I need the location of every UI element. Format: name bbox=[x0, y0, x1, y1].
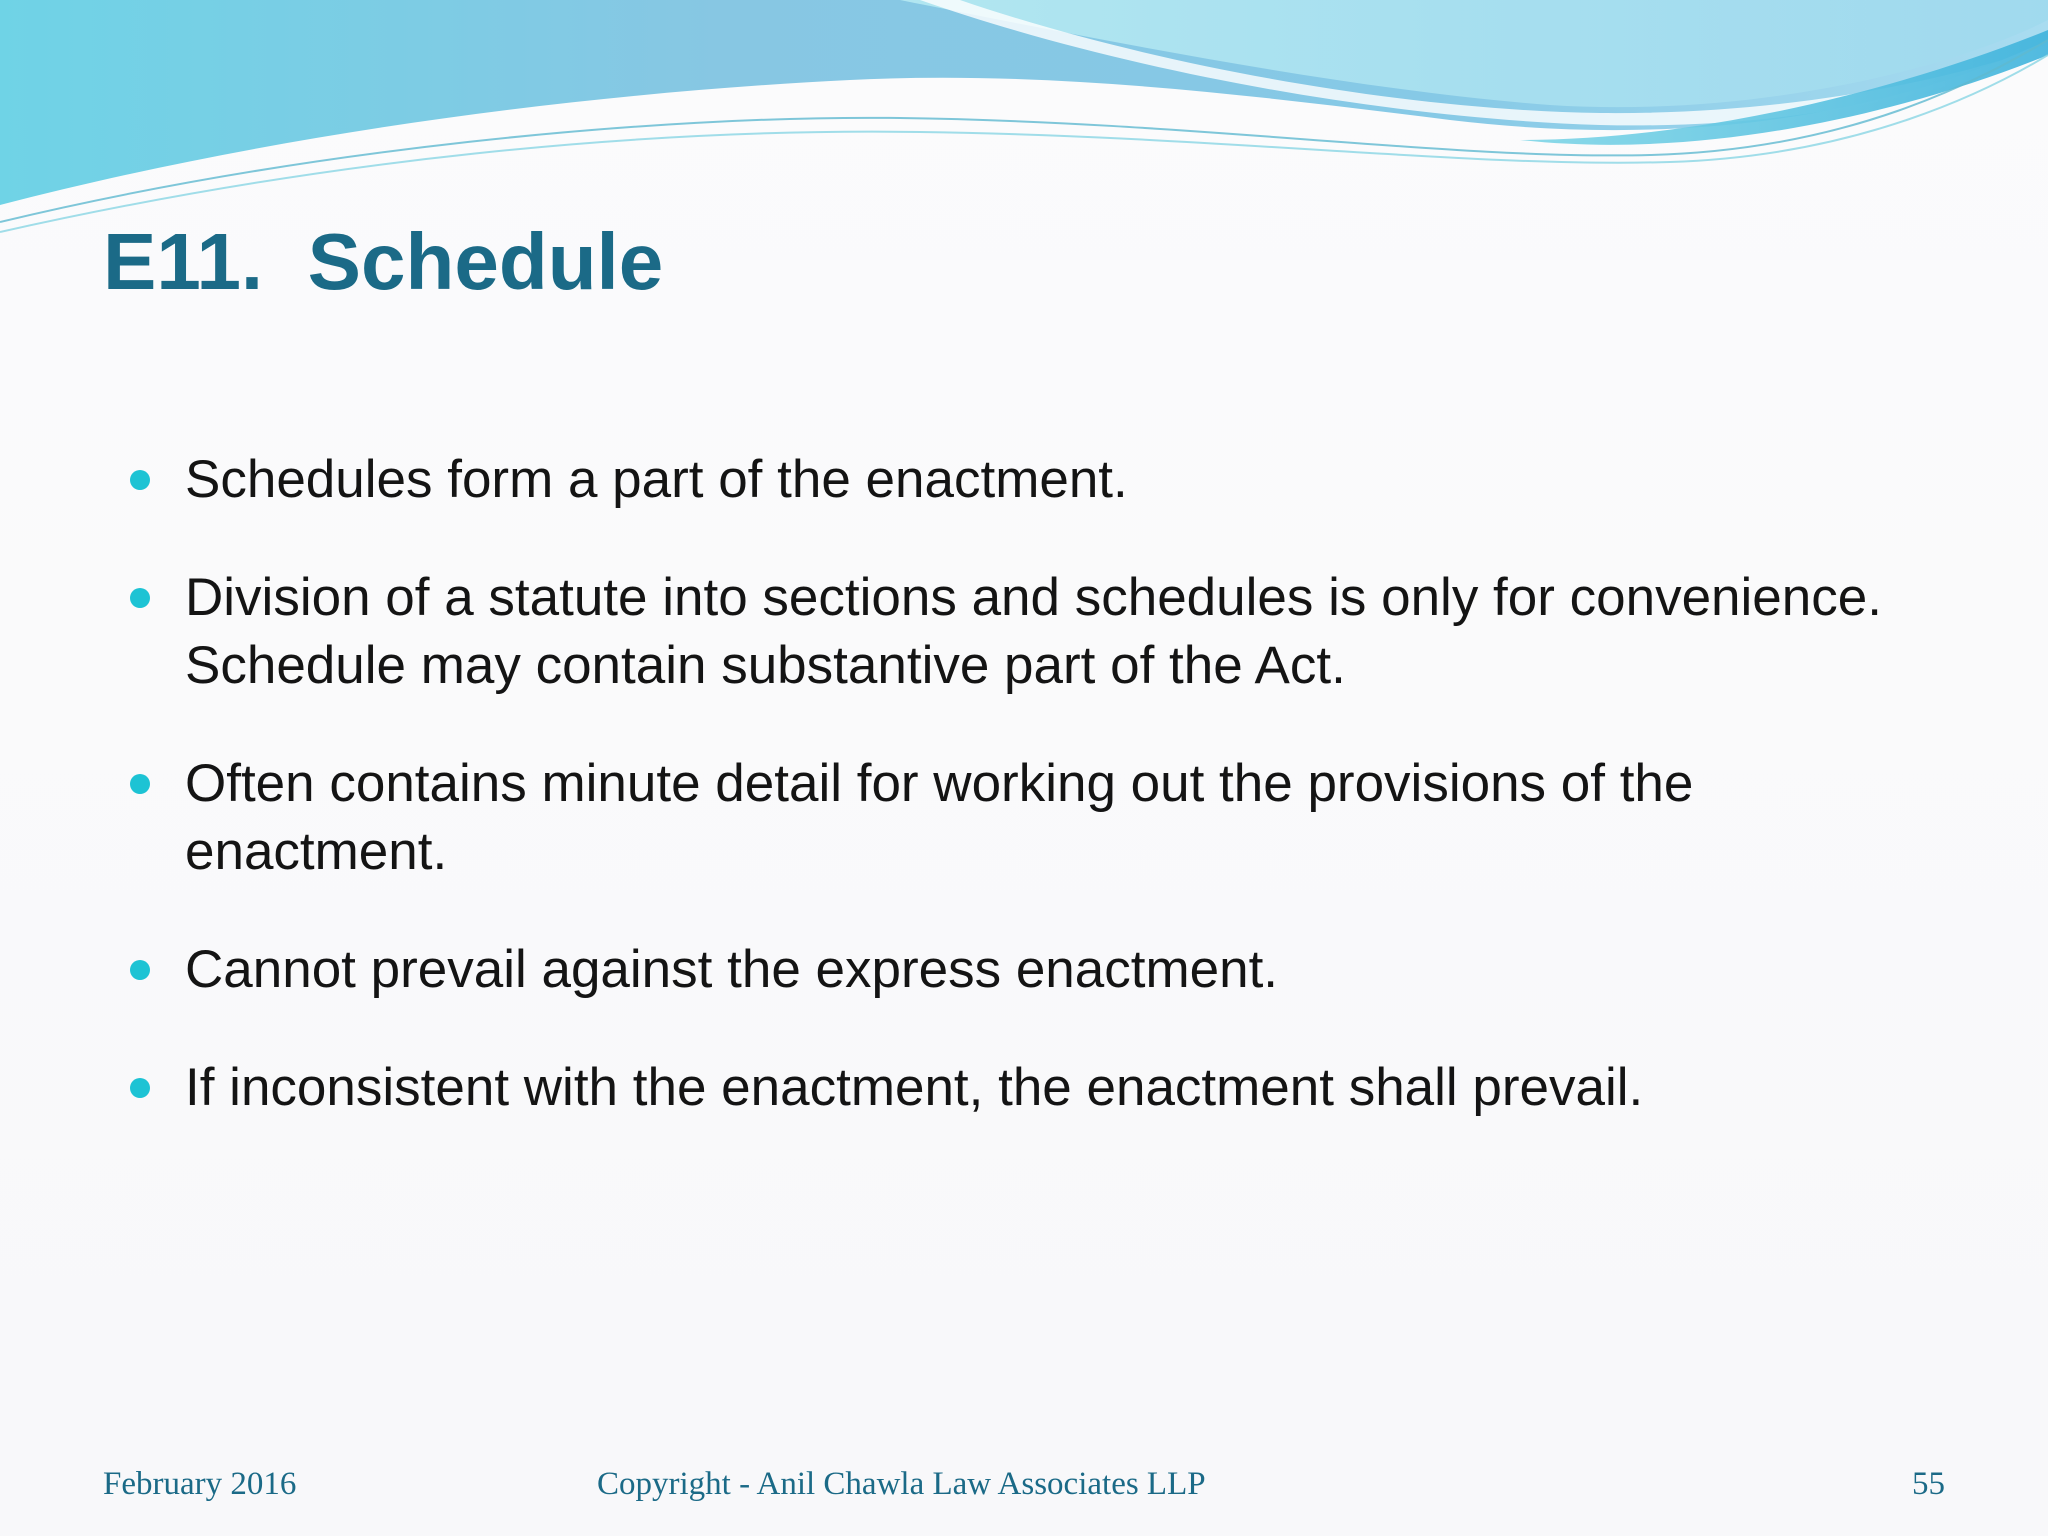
footer-date: February 2016 bbox=[103, 1466, 297, 1502]
bullet-item bbox=[130, 1054, 1930, 1122]
round-bullet-icon bbox=[130, 960, 150, 980]
wave-header-decoration bbox=[0, 0, 2048, 240]
bullet-item bbox=[130, 446, 1930, 514]
round-bullet-icon bbox=[130, 470, 150, 490]
round-bullet-icon bbox=[130, 588, 150, 608]
bullet-text: Cannot prevail against the express enactment. bbox=[185, 940, 1279, 999]
page-number: 55 bbox=[1912, 1466, 1945, 1502]
footer-copyright: Copyright - Anil Chawla Law Associates LLP bbox=[597, 1466, 1206, 1502]
bullet-item bbox=[130, 564, 1930, 700]
bullet-text: Often contains minute detail for working out the provisions of the enactment. bbox=[185, 754, 1694, 881]
bullet-text: Division of a statute into sections and schedules is only for convenience. Schedule may contain substantive part of the Act. bbox=[185, 568, 1882, 695]
bullet-item bbox=[130, 936, 1930, 1004]
bullet-item bbox=[130, 750, 1930, 886]
bullet-text: If inconsistent with the enactment, the enactment shall prevail. bbox=[185, 1058, 1644, 1117]
bullet-text: Schedules form a part of the enactment. bbox=[185, 450, 1128, 509]
round-bullet-icon bbox=[130, 1078, 150, 1098]
slide-title: E11. Schedule bbox=[103, 217, 664, 306]
round-bullet-icon bbox=[130, 774, 150, 794]
bullet-list bbox=[130, 446, 1930, 1172]
